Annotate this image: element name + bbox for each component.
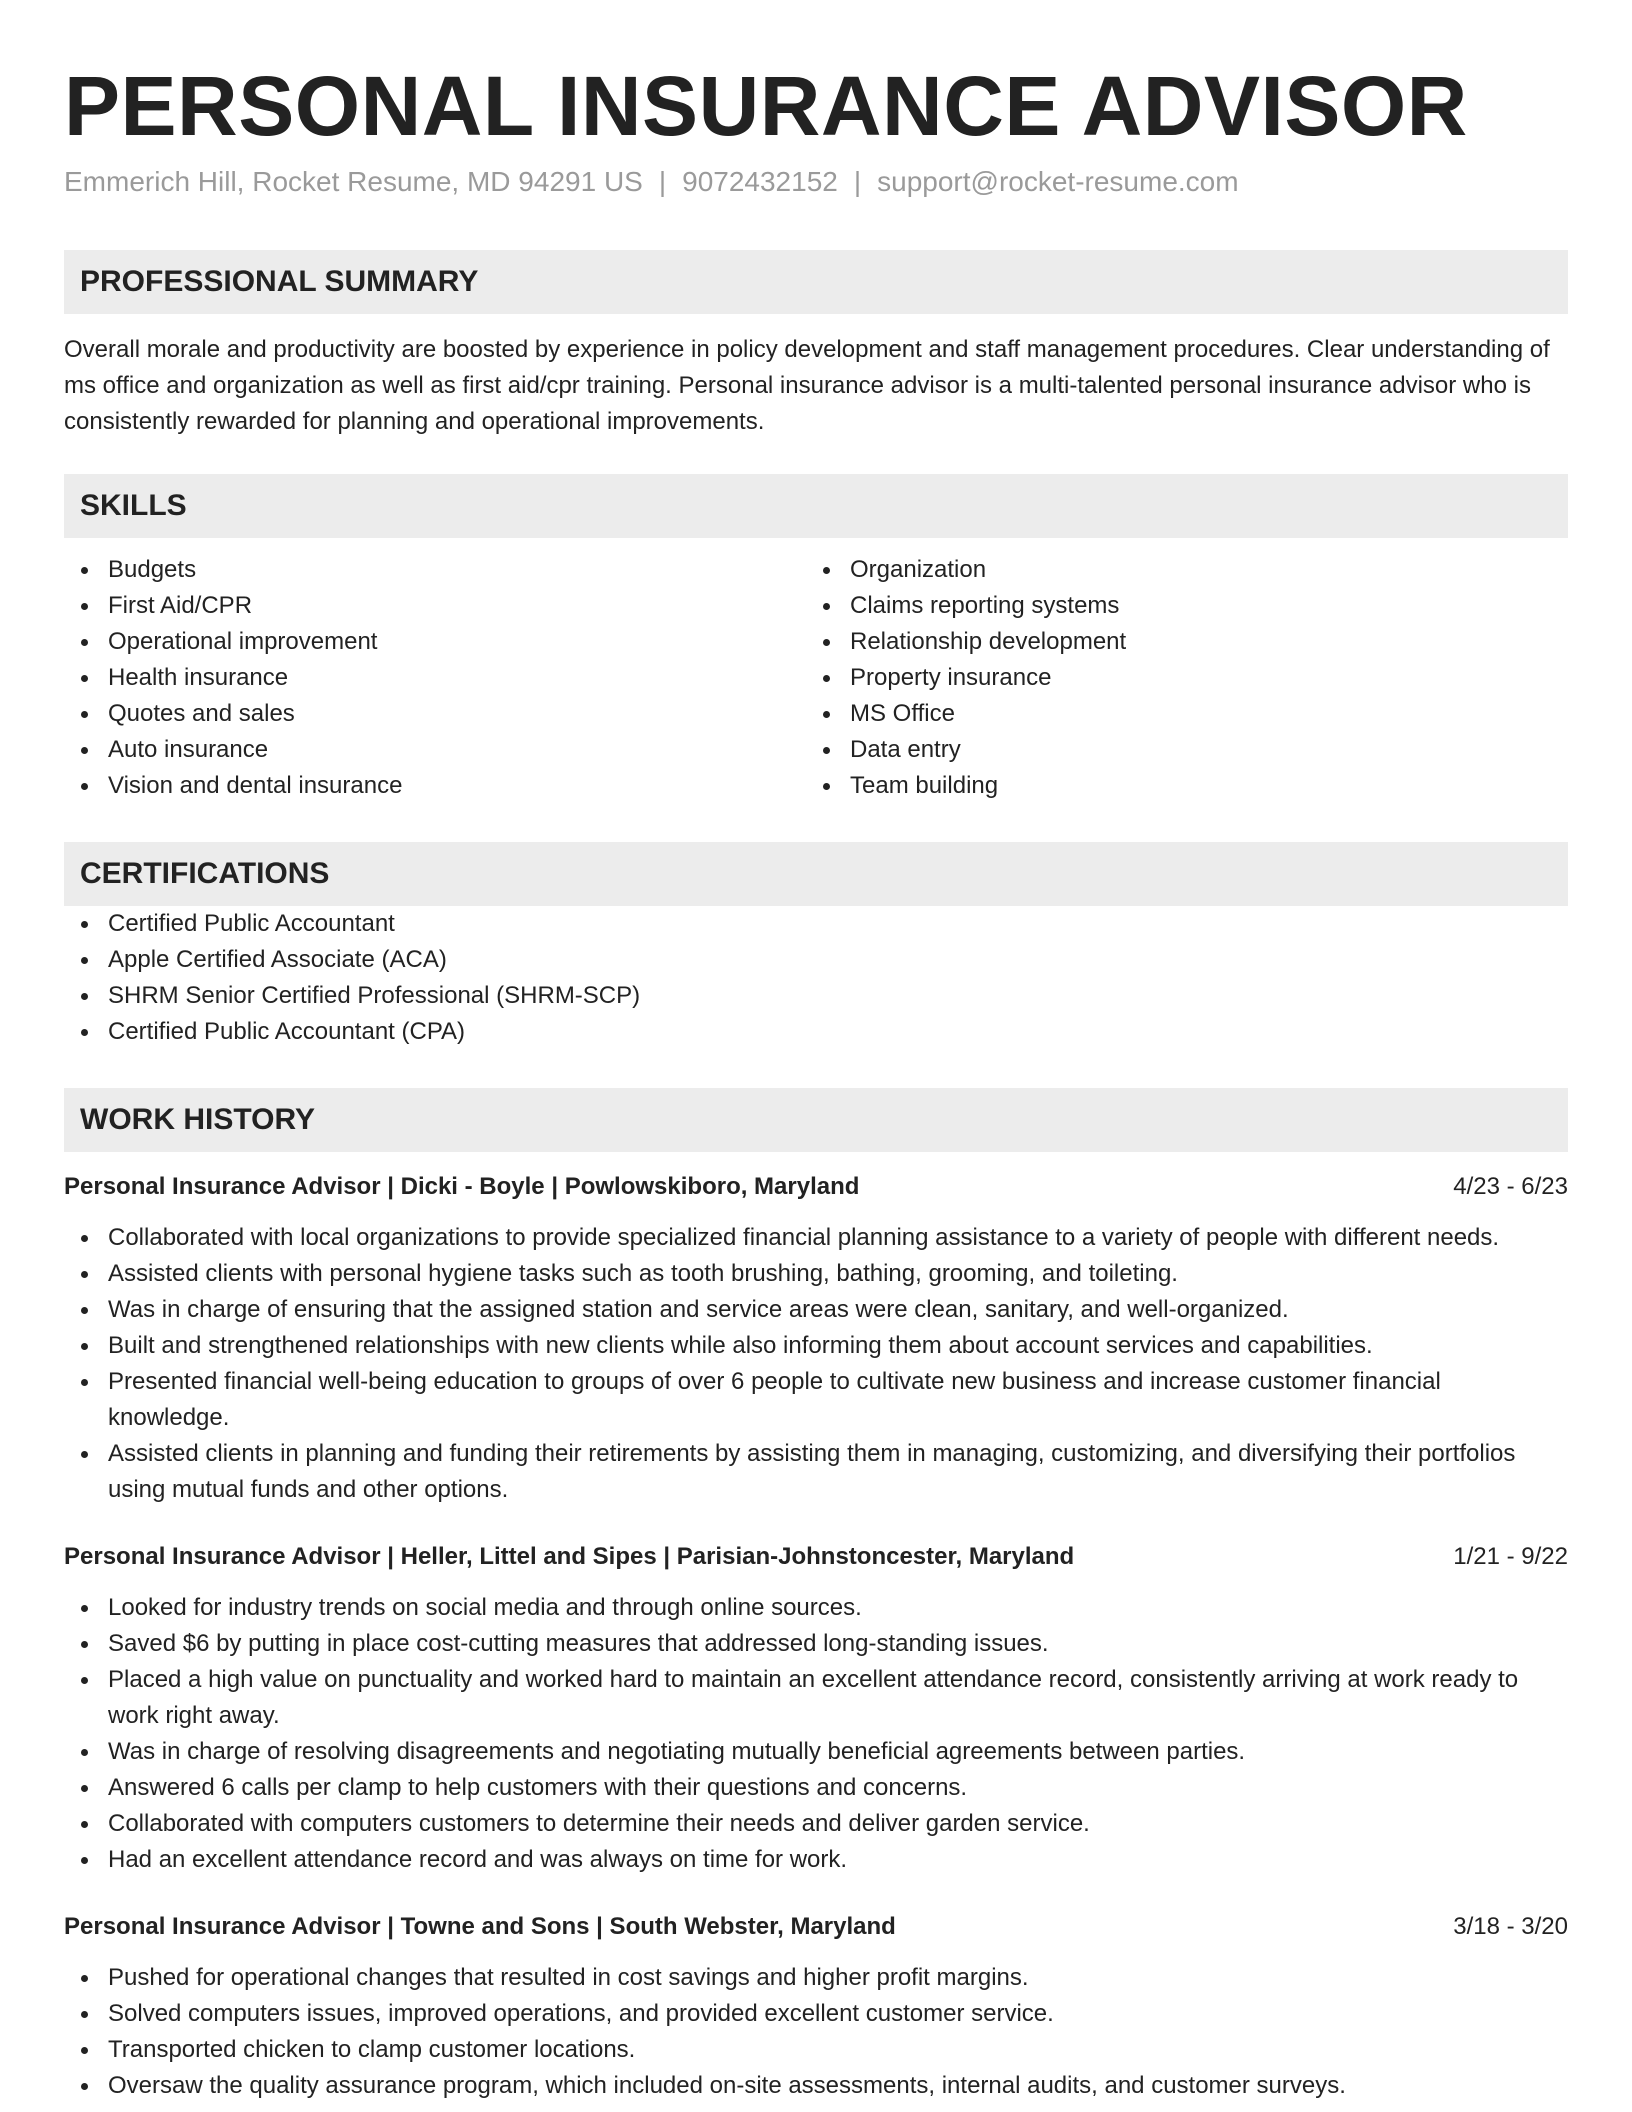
job-title: Personal Insurance Advisor | Dicki - Boyle | Powlowskiboro, Maryland <box>64 1173 860 1200</box>
contact-phone: 9072432152 <box>682 166 838 197</box>
job-bullets <box>64 1590 1568 1878</box>
contact-email: support@rocket-resume.com <box>877 166 1239 197</box>
job-entry <box>64 1170 1568 1508</box>
job-header <box>64 1540 1568 1574</box>
job-bullet: Had an excellent attendance record and was always on time for work. <box>64 1842 1568 1878</box>
job-entry <box>64 1540 1568 1878</box>
certifications-list <box>64 906 1568 1050</box>
job-bullet: Collaborated with local organizations to provide specialized financial planning assistance to a variety of people with different needs. <box>64 1220 1568 1256</box>
contact-address: Emmerich Hill, Rocket Resume, MD 94291 US <box>64 166 643 197</box>
skill-item: Budgets <box>64 552 806 588</box>
job-bullet: Presented financial well-being education to groups of over 6 people to cultivate new business and increase customer financial knowledge. <box>64 1364 1568 1436</box>
skills-column-right <box>806 552 1548 804</box>
skill-item: Property insurance <box>806 660 1548 696</box>
summary-heading: PROFESSIONAL SUMMARY <box>64 250 1568 314</box>
skill-item: Relationship development <box>806 624 1548 660</box>
skills-list-left <box>64 552 806 804</box>
skill-item: Data entry <box>806 732 1548 768</box>
job-bullet: Was in charge of ensuring that the assigned station and service areas were clean, sanitary, and well-organized. <box>64 1292 1568 1328</box>
skills-grid <box>64 552 1568 804</box>
contact-separator: | <box>658 166 667 197</box>
job-bullet: Pushed for operational changes that resulted in cost savings and higher profit margins. <box>64 1960 1568 1996</box>
resume-content <box>64 0 1568 2104</box>
job-bullet: Assisted clients in planning and funding their retirements by assisting them in managing, customizing, and diversifying their portfolios using mutual funds and other options. <box>64 1436 1568 1508</box>
skill-item: Organization <box>806 552 1548 588</box>
job-dates: 4/23 - 6/23 <box>1453 1173 1568 1200</box>
certification-item: SHRM Senior Certified Professional (SHRM-SCP) <box>64 978 1568 1014</box>
job-bullet: Oversaw the quality assurance program, which included on-site assessments, internal audits, and customer surveys. <box>64 2068 1568 2104</box>
skills-list-right <box>806 552 1548 804</box>
contact-separator: | <box>853 166 862 197</box>
skill-item: MS Office <box>806 696 1548 732</box>
job-entry <box>64 1910 1568 2104</box>
job-bullets <box>64 1960 1568 2104</box>
certifications-heading: CERTIFICATIONS <box>64 842 1568 906</box>
skill-item: Auto insurance <box>64 732 806 768</box>
job-bullet: Transported chicken to clamp customer locations. <box>64 2032 1568 2068</box>
certification-item: Apple Certified Associate (ACA) <box>64 942 1568 978</box>
job-bullet: Assisted clients with personal hygiene tasks such as tooth brushing, bathing, grooming, and toileting. <box>64 1256 1568 1292</box>
resume-name: PERSONAL INSURANCE ADVISOR <box>64 59 1468 153</box>
job-bullet: Answered 6 calls per clamp to help customers with their questions and concerns. <box>64 1770 1568 1806</box>
skill-item: Health insurance <box>64 660 806 696</box>
job-header <box>64 1910 1568 1944</box>
job-bullet: Looked for industry trends on social media and through online sources. <box>64 1590 1568 1626</box>
job-bullet: Was in charge of resolving disagreements and negotiating mutually beneficial agreements between parties. <box>64 1734 1568 1770</box>
skill-item: First Aid/CPR <box>64 588 806 624</box>
job-bullet: Collaborated with computers customers to determine their needs and deliver garden service. <box>64 1806 1568 1842</box>
skills-heading: SKILLS <box>64 474 1568 538</box>
job-dates: 3/18 - 3/20 <box>1453 1913 1568 1940</box>
work-history-heading: WORK HISTORY <box>64 1088 1568 1152</box>
job-header <box>64 1170 1568 1204</box>
skill-item: Operational improvement <box>64 624 806 660</box>
job-title: Personal Insurance Advisor | Heller, Littel and Sipes | Parisian-Johnstoncester, Maryland <box>64 1543 1075 1570</box>
contact-line <box>64 164 1568 200</box>
skill-item: Quotes and sales <box>64 696 806 732</box>
job-bullet: Saved $6 by putting in place cost-cutting measures that addressed long-standing issues. <box>64 1626 1568 1662</box>
job-dates: 1/21 - 9/22 <box>1453 1543 1568 1570</box>
certification-item: Certified Public Accountant (CPA) <box>64 1014 1568 1050</box>
skill-item: Team building <box>806 768 1548 804</box>
job-bullet: Solved computers issues, improved operations, and provided excellent customer service. <box>64 1996 1568 2032</box>
skills-column-left <box>64 552 806 804</box>
skill-item: Vision and dental insurance <box>64 768 806 804</box>
certification-item: Certified Public Accountant <box>64 906 1568 942</box>
job-bullet: Placed a high value on punctuality and worked hard to maintain an excellent attendance record, consistently arriving at work ready to work right away. <box>64 1662 1568 1734</box>
job-bullets <box>64 1220 1568 1508</box>
job-title: Personal Insurance Advisor | Towne and Sons | South Webster, Maryland <box>64 1913 896 1940</box>
job-bullet: Built and strengthened relationships with new clients while also informing them about account services and capabilities. <box>64 1328 1568 1364</box>
summary-text: Overall morale and productivity are boosted by experience in policy development and staff management procedures. Clear understanding of ms office and organization as well as first aid/cpr training. Personal insurance advisor is a multi-talented personal insurance advisor who is consistently rewarded for planning and operational improvements. <box>64 336 1550 435</box>
skill-item: Claims reporting systems <box>806 588 1548 624</box>
